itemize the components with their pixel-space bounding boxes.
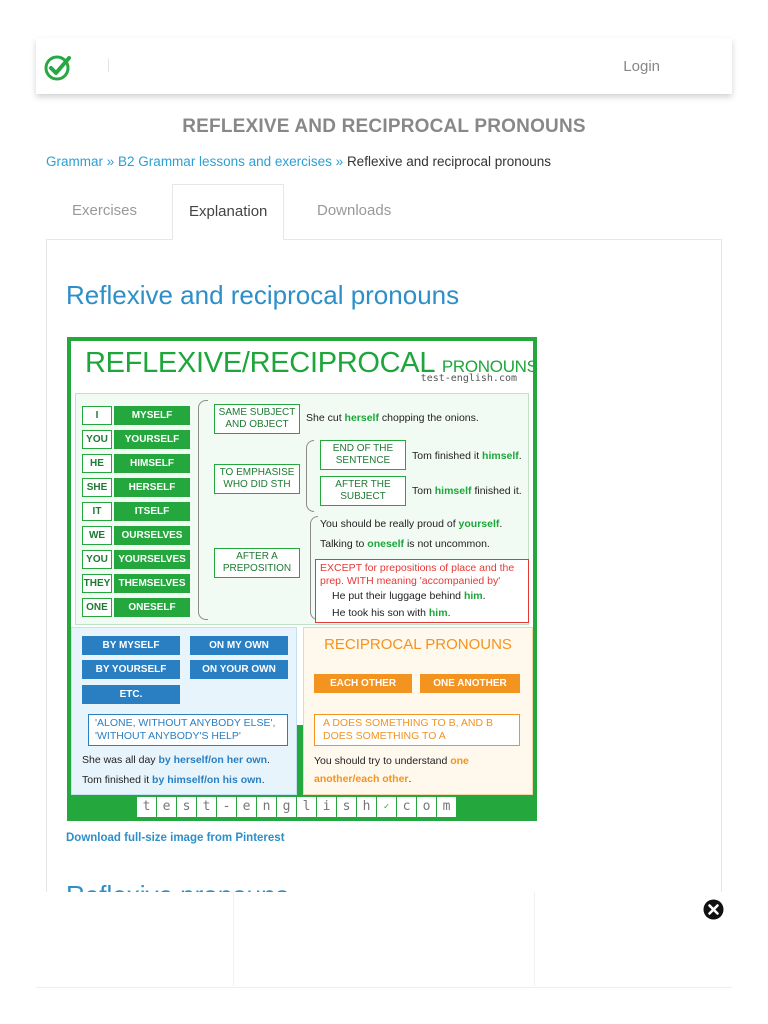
use-after-subject: AFTER THE SUBJECT bbox=[320, 476, 406, 506]
infographic-title-main: REFLEXIVE/RECIPROCAL bbox=[85, 347, 435, 379]
brand-letter: l bbox=[297, 797, 317, 817]
except-box bbox=[315, 559, 529, 623]
on-my-own-label: ON MY OWN bbox=[190, 636, 288, 655]
by-myself-panel bbox=[71, 627, 297, 795]
infographic-footer-brand bbox=[137, 797, 457, 817]
brand-letter: o bbox=[417, 797, 437, 817]
brand-letter: i bbox=[317, 797, 337, 817]
infographic-title-small: PRONOUNS bbox=[441, 357, 538, 376]
pronoun-row bbox=[82, 406, 190, 425]
use-end-sentence: END OF THE SENTENCE bbox=[320, 440, 406, 470]
reflexive-label: OURSELVES bbox=[114, 526, 190, 545]
breadcrumb-current: Reflexive and reciprocal pronouns bbox=[346, 154, 552, 169]
ad-banner bbox=[36, 892, 732, 988]
pronoun-label: ONE bbox=[82, 598, 112, 617]
ad-divider bbox=[534, 892, 535, 986]
use-emphasise: TO EMPHASISE WHO DID STH bbox=[214, 464, 300, 494]
brand-letter: t bbox=[197, 797, 217, 817]
pronoun-label: HE bbox=[82, 454, 112, 473]
alone-meaning: 'ALONE, WITHOUT ANYBODY ELSE', 'WITHOUT ANYBODY'S HELP' bbox=[88, 714, 288, 746]
pronoun-label: YOU bbox=[82, 430, 112, 449]
reflexive-label: YOURSELVES bbox=[114, 550, 190, 569]
one-another-label: ONE ANOTHER bbox=[420, 674, 520, 693]
pronoun-label: WE bbox=[82, 526, 112, 545]
brand-check-icon: ✓ bbox=[377, 797, 397, 817]
example-sentence: You should be really proud of yourself. bbox=[320, 518, 503, 530]
pronoun-row bbox=[82, 526, 190, 545]
pronoun-label: I bbox=[82, 406, 112, 425]
example-sentence: Tom himself finished it. bbox=[412, 485, 522, 497]
check-circle-logo-icon[interactable] bbox=[44, 53, 72, 81]
header-divider bbox=[108, 58, 109, 72]
reflexive-label: ONESELF bbox=[114, 598, 190, 617]
site-header bbox=[36, 38, 732, 94]
example-sentence: He put their luggage behind him. bbox=[332, 590, 486, 602]
brand-letter: n bbox=[257, 797, 277, 817]
tab-downloads[interactable]: Downloads bbox=[317, 202, 392, 219]
next-section-title bbox=[66, 880, 289, 892]
example-sentence: Tom finished it by himself/on his own. bbox=[82, 774, 265, 786]
download-pinterest-link[interactable]: Download full-size image from Pinterest bbox=[66, 832, 285, 844]
each-other-label: EACH OTHER bbox=[314, 674, 412, 693]
use-same-subject: SAME SUBJECT AND OBJECT bbox=[214, 404, 300, 434]
tab-bar bbox=[46, 184, 722, 240]
page-title: REFLEXIVE AND RECIPROCAL PRONOUNS bbox=[182, 116, 586, 137]
reciprocal-panel bbox=[303, 627, 533, 795]
reflexive-label: MYSELF bbox=[114, 406, 190, 425]
brand-letter: g bbox=[277, 797, 297, 817]
except-text: EXCEPT for prepositions of place and the prep. WITH meaning 'accompanied by' bbox=[320, 562, 515, 587]
by-yourself-label: BY YOURSELF bbox=[82, 660, 180, 679]
example-sentence: She cut herself chopping the onions. bbox=[306, 412, 479, 424]
breadcrumb-grammar[interactable]: Grammar bbox=[46, 154, 103, 169]
infographic bbox=[67, 337, 537, 821]
reciprocal-meaning: A DOES SOMETHING TO B, AND B DOES SOMETHING TO A bbox=[314, 714, 520, 746]
reflexive-label: HIMSELF bbox=[114, 454, 190, 473]
example-sentence: He took his son with him. bbox=[332, 607, 451, 619]
example-sentence: You should try to understand one another/each other. bbox=[314, 755, 469, 785]
tab-exercises[interactable]: Exercises bbox=[72, 202, 138, 219]
reflexive-label: ITSELF bbox=[114, 502, 190, 521]
pronoun-row bbox=[82, 502, 190, 521]
brand-letter: m bbox=[437, 797, 457, 817]
reflexive-label: THEMSELVES bbox=[114, 574, 190, 593]
breadcrumb-separator: » bbox=[335, 154, 344, 169]
pronoun-label: YOU bbox=[82, 550, 112, 569]
infographic-brand: test-english.com bbox=[420, 373, 517, 384]
pronoun-row bbox=[82, 574, 190, 593]
brand-letter: s bbox=[177, 797, 197, 817]
brace-shape bbox=[306, 440, 314, 512]
breadcrumb-b2-lessons[interactable]: B2 Grammar lessons and exercises bbox=[118, 154, 332, 169]
on-your-own-label: ON YOUR OWN bbox=[190, 660, 288, 679]
reflexive-label: YOURSELF bbox=[114, 430, 190, 449]
brand-letter: e bbox=[237, 797, 257, 817]
brand-letter: - bbox=[217, 797, 237, 817]
pronoun-row bbox=[82, 598, 190, 617]
brace-shape bbox=[198, 400, 208, 620]
reflexive-label: HERSELF bbox=[114, 478, 190, 497]
pronoun-row bbox=[82, 454, 190, 473]
brand-letter: e bbox=[157, 797, 177, 817]
example-sentence: Tom finished it himself. bbox=[412, 450, 522, 462]
close-ad-icon[interactable] bbox=[703, 899, 724, 920]
ad-divider bbox=[233, 892, 234, 986]
pronoun-label: IT bbox=[82, 502, 112, 521]
pronoun-row bbox=[82, 478, 190, 497]
example-sentence: Talking to oneself is not uncommon. bbox=[320, 538, 490, 550]
etc-label: ETC. bbox=[82, 685, 180, 704]
brand-letter: s bbox=[337, 797, 357, 817]
example-sentence: She was all day by herself/on her own. bbox=[82, 754, 270, 766]
brand-letter: h bbox=[357, 797, 377, 817]
login-link[interactable]: Login bbox=[623, 58, 660, 75]
breadcrumb bbox=[46, 154, 551, 169]
tab-explanation[interactable]: Explanation bbox=[172, 184, 284, 240]
reciprocal-title: RECIPROCAL PRONOUNS bbox=[324, 636, 512, 653]
pronoun-row bbox=[82, 430, 190, 449]
brand-letter: t bbox=[137, 797, 157, 817]
pronoun-label: THEY bbox=[82, 574, 112, 593]
use-after-preposition: AFTER A PREPOSITION bbox=[214, 548, 300, 578]
brand-letter: c bbox=[397, 797, 417, 817]
pronoun-row bbox=[82, 550, 190, 569]
pronoun-label: SHE bbox=[82, 478, 112, 497]
breadcrumb-separator: » bbox=[106, 154, 115, 169]
by-myself-label: BY MYSELF bbox=[82, 636, 180, 655]
section-title: Reflexive and reciprocal pronouns bbox=[66, 280, 460, 310]
